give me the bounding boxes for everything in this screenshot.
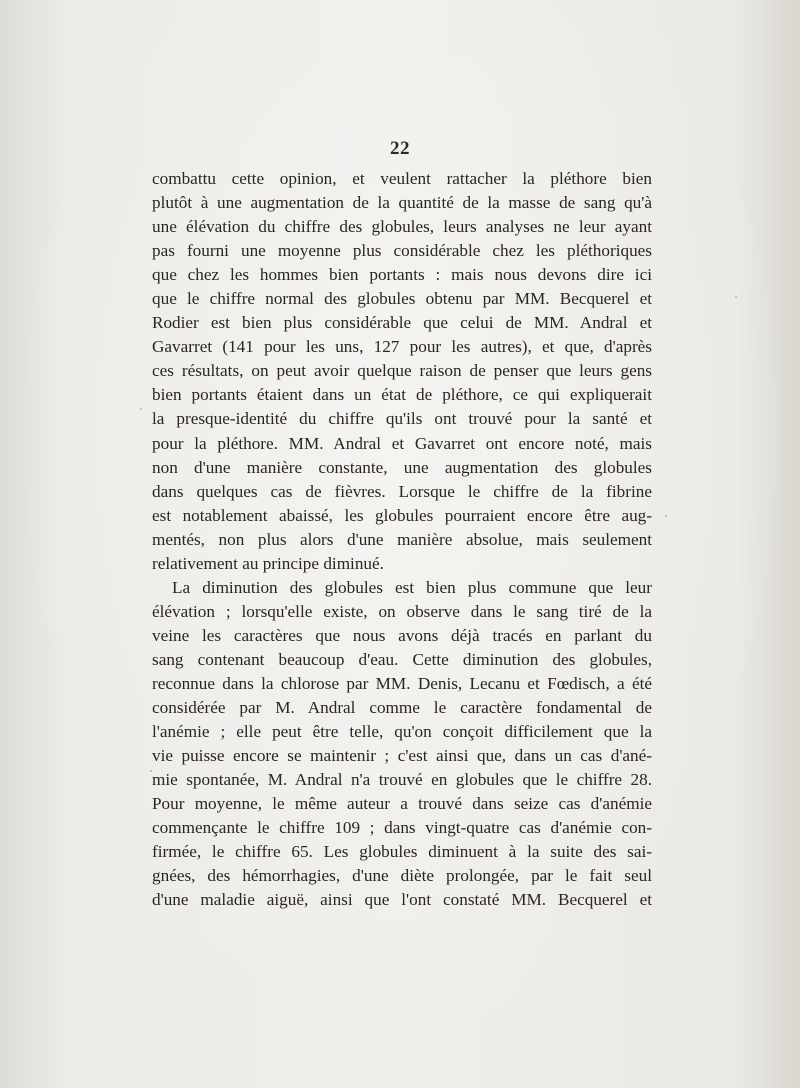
body-text <box>152 167 652 912</box>
text-line: Gavarret (141 pour les uns, 127 pour les autres), et que, d'après <box>152 337 652 357</box>
paragraph-last-line: relativement au principe diminué. <box>152 553 384 573</box>
text-line: sang contenant beaucoup d'eau. Cette diminution des globules, <box>152 649 652 669</box>
text-line: l'anémie ; elle peut être telle, qu'on conçoit difficilement que la <box>152 722 652 742</box>
text-line: la presque-identité du chiffre qu'ils ont trouvé pour la santé et <box>152 409 652 429</box>
paper-speck <box>150 770 152 772</box>
text-line: commençante le chiffre 109 ; dans vingt-quatre cas d'anémie con- <box>152 818 652 838</box>
text-line: d'une maladie aiguë, ainsi que l'ont constaté MM. Becquerel et <box>152 890 652 910</box>
text-line: que le chiffre normal des globules obtenu par MM. Becquerel et <box>152 289 652 309</box>
text-line: vie puisse encore se maintenir ; c'est ainsi que, dans un cas d'ané- <box>152 746 652 766</box>
text-line: dans quelques cas de fièvres. Lorsque le chiffre de la fibrine <box>152 481 652 501</box>
text-line: non d'une manière constante, une augmentation des globules <box>152 457 652 477</box>
paragraph-first-line: La diminution des globules est bien plus commune que leur <box>172 577 652 597</box>
text-line: Rodier est bien plus considérable que celui de MM. Andral et <box>152 313 652 333</box>
text-line: une élévation du chiffre des globules, leurs analyses ne leur ayant <box>152 217 652 237</box>
text-line: est notablement abaissé, les globules pourraient encore être aug- <box>152 505 652 525</box>
text-line: plutôt à une augmentation de la quantité de la masse de sang qu'à <box>152 193 652 213</box>
paper-speck <box>140 408 142 410</box>
text-line: bien portants étaient dans un état de pléthore, ce qui expliquerait <box>152 385 652 405</box>
text-line: reconnue dans la chlorose par MM. Denis, Lecanu et Fœdisch, a été <box>152 673 652 693</box>
paper-speck <box>735 296 737 298</box>
text-line: firmée, le chiffre 65. Les globules diminuent à la suite des sai- <box>152 842 652 862</box>
paper-speck <box>665 515 667 517</box>
text-line: ces résultats, on peut avoir quelque raison de penser que leurs gens <box>152 361 652 381</box>
text-line: élévation ; lorsqu'elle existe, on observe dans le sang tiré de la <box>152 601 652 621</box>
text-line: pour la pléthore. MM. Andral et Gavarret ont encore noté, mais <box>152 433 652 453</box>
text-line: Pour moyenne, le même auteur a trouvé dans seize cas d'anémie <box>152 794 652 814</box>
text-line: mie spontanée, M. Andral n'a trouvé en globules que le chiffre 28. <box>152 770 652 790</box>
text-line: que chez les hommes bien portants : mais nous devons dire ici <box>152 265 652 285</box>
text-line: pas fourni une moyenne plus considérable chez les pléthoriques <box>152 241 652 261</box>
page-number: 22 <box>390 138 410 159</box>
text-line: gnées, des hémorrhagies, d'une diète prolongée, par le fait seul <box>152 866 652 886</box>
text-line: considérée par M. Andral comme le caractère fondamental de <box>152 698 652 718</box>
text-line: combattu cette opinion, et veulent rattacher la pléthore bien <box>152 169 652 188</box>
text-line: veine les caractères que nous avons déjà tracés en parlant du <box>152 625 652 645</box>
text-line: mentés, non plus alors d'une manière absolue, mais seulement <box>152 529 652 549</box>
